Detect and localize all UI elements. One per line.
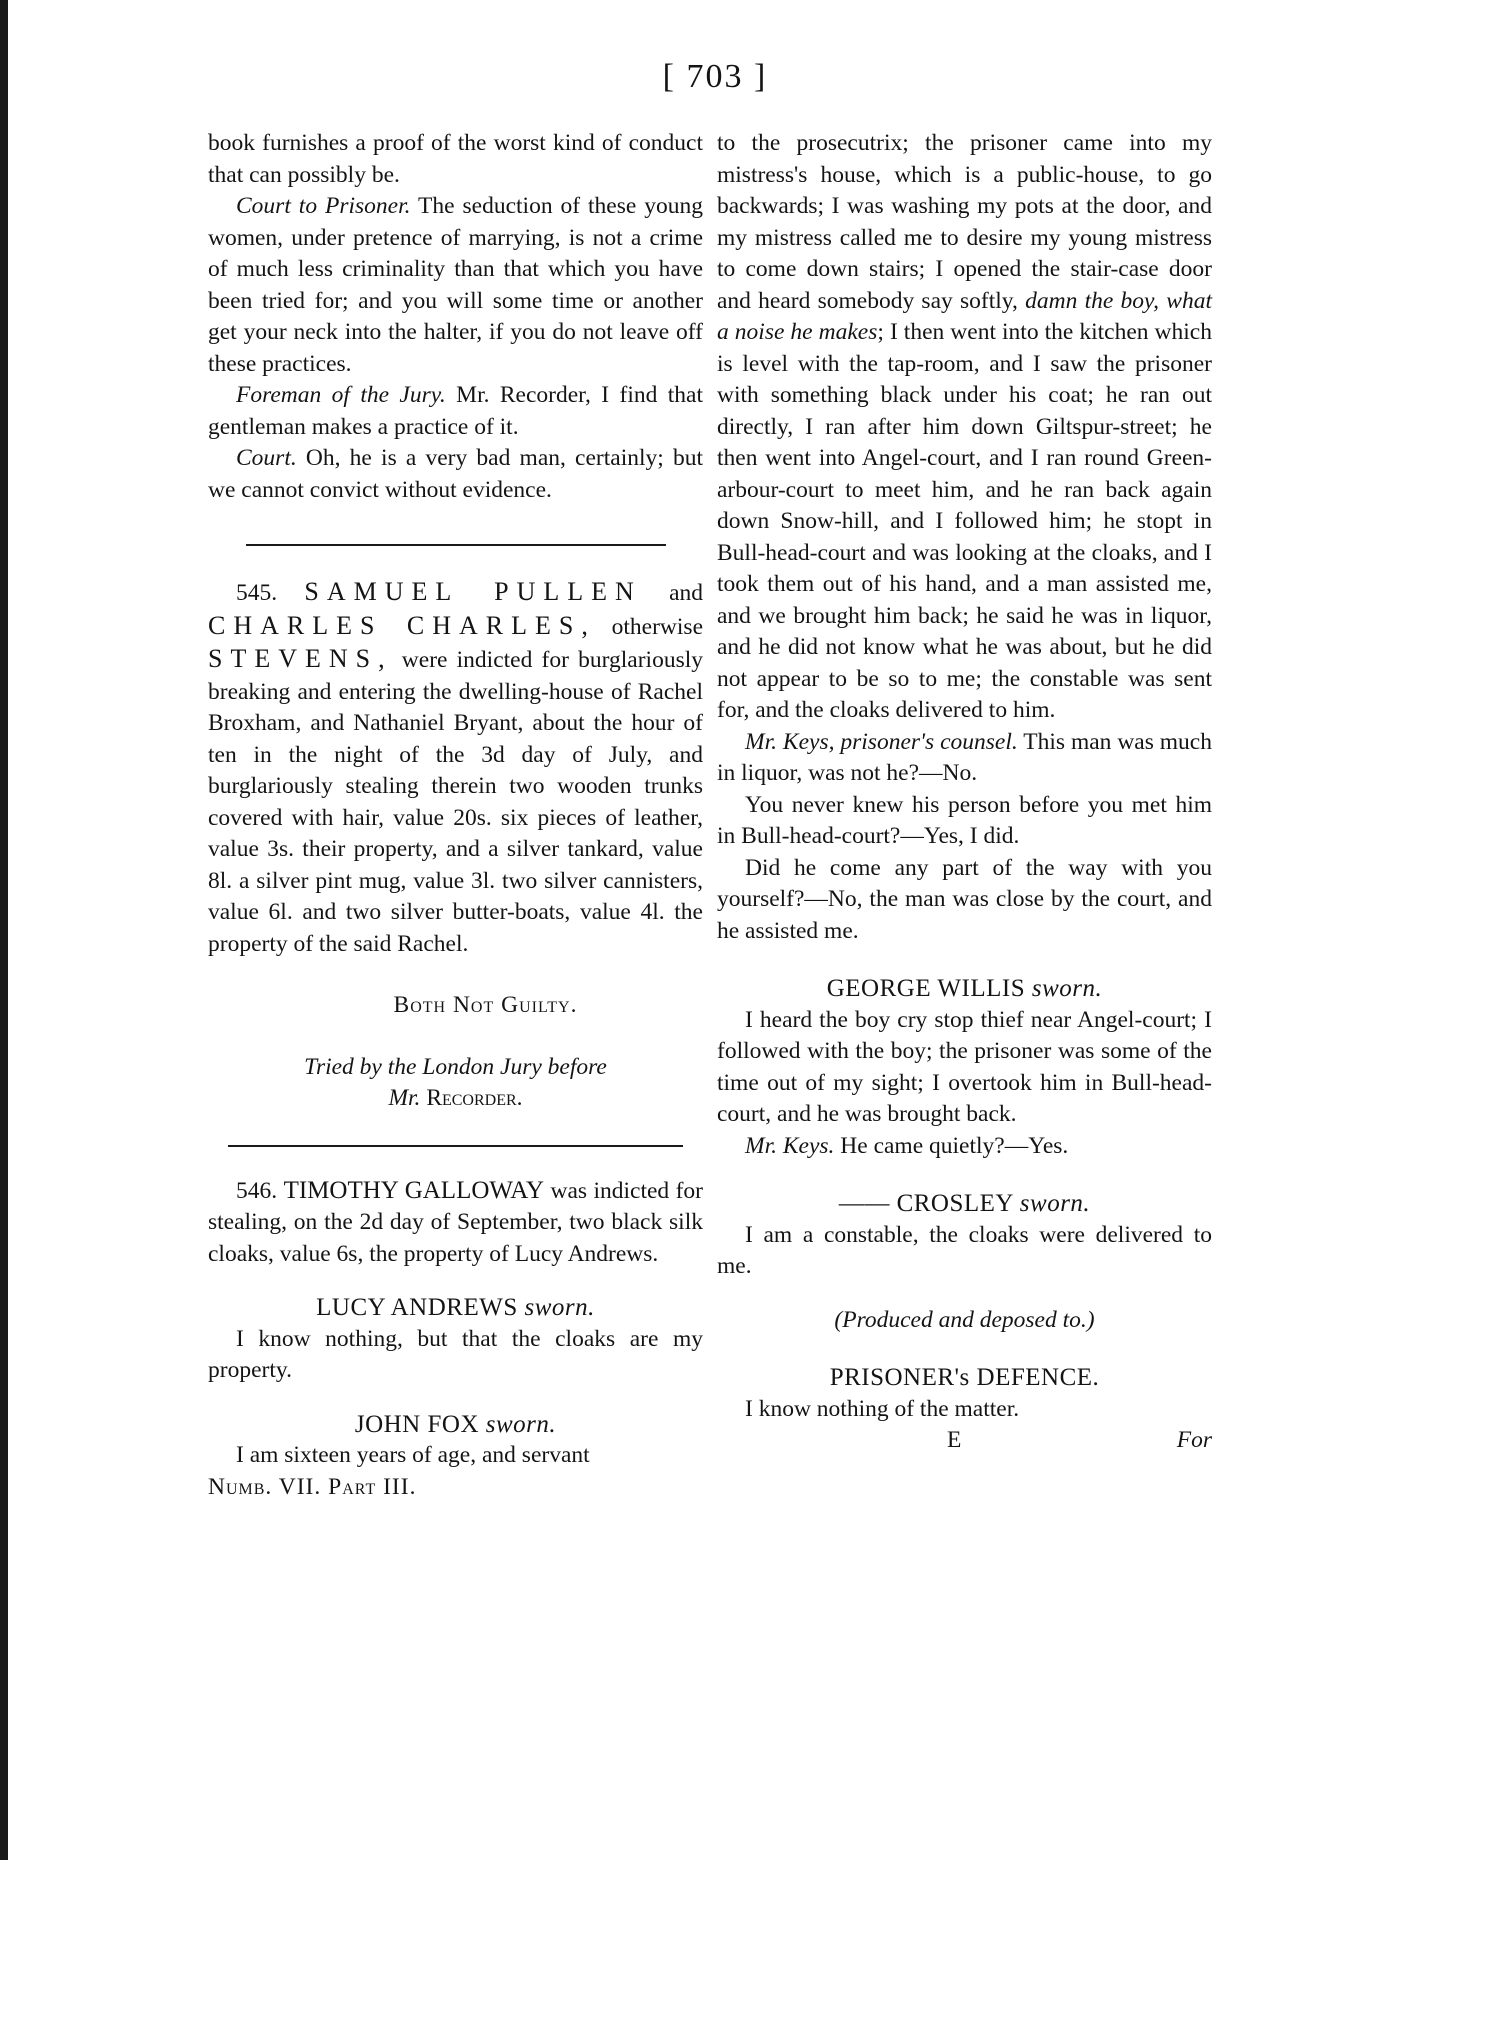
foreman-paragraph	[208, 380, 703, 443]
speaker-label: Mr. Keys.	[745, 1132, 835, 1159]
speaker-label: Court.	[236, 445, 297, 471]
signature-mark: E	[947, 1427, 962, 1453]
witness-heading: GEORGE WILLIS sworn.	[826, 975, 1103, 1002]
left-column	[208, 128, 703, 1503]
defendant-name: CHARLES CHARLES,	[208, 610, 596, 640]
witness-testimony: I know nothing, but that the cloaks are my property.	[208, 1325, 703, 1383]
page-footer	[717, 1425, 1212, 1457]
paragraph-text: Oh, he is a very bad man, certainly; but we cannot convict without evidence.	[208, 445, 703, 503]
catchword: For	[1176, 1427, 1212, 1453]
case-number: 546.	[236, 1177, 278, 1204]
tried-before-judge: Mr. Recorder.	[388, 1085, 523, 1111]
defendant-name: TIMOTHY GALLOWAY	[283, 1176, 545, 1204]
quoted-speech: damn the boy, what a noise he makes	[717, 287, 1212, 345]
paragraph-continuation: book furnishes a proof of the worst kind of conduct that can possibly be.	[208, 130, 703, 188]
cross-examination: Mr. Keys. He came quietly?—Yes.	[745, 1132, 1069, 1159]
witness-testimony: I am a constable, the cloaks were delivered to me.	[717, 1221, 1212, 1279]
witness-heading: —— CROSLEY sworn.	[838, 1190, 1091, 1217]
section-divider	[246, 544, 666, 546]
indictment-text: were indicted for burglariously breaking and entering the dwelling-house of Rachel Broxham, and Nathaniel Bryant, about the hour of ten in the night of the 3d day of July, and burglariously stealing therein two wooden trunks covered with hair, value 20s. six pieces of leather, value 3s. their property, and a silver tankard, value 8l. a silver pint mug, value 3l. two silver cannisters, value 6l. and two silver butter-boats, value 4l. the property of the said Rachel.	[208, 647, 703, 957]
cross-examination: Mr. Keys, prisoner's counsel. This man was much in liquor, was not he?—No.	[717, 728, 1212, 786]
court-to-prisoner-paragraph	[208, 191, 703, 380]
testimony-continuation: to the prosecutrix; the prisoner came into my mistress's house, which is a public-house, to go backwards; I was washing my pots at the door, and my mistress called me to desire my young mistress to come down stairs; I opened the stair-case door and heard somebody say softly, damn the boy, what a noise he makes; I then went into the kitchen which is level with the tap-room, and I saw the prisoner with something black under his coat; he ran out directly, I ran after him down Giltspur-street; he then went into Angel-court, and I ran round Green-arbour-court to meet him, and he ran back again down Snow-hill, and I followed him; he stopt in Bull-head-court and was looking at the cloaks, and I took them out of his hand, and a man assisted me, and we brought him back; he said he was in liquor, and he did not know what he was about, but he did not appear to be so to me; the constable was sent for, and the cloaks delivered to him.	[717, 130, 1212, 723]
conjunction: otherwise	[595, 613, 703, 640]
right-column	[717, 128, 1212, 1457]
defence-text: I know nothing of the matter.	[745, 1395, 1020, 1422]
witness-testimony: I heard the boy cry stop thief near Angel-court; I followed with the boy; the prisoner was some of the time out of my sight; I overtook him in Bull-head-court, and he was brought back.	[717, 1006, 1212, 1127]
witness-heading: JOHN FOX sworn.	[354, 1410, 557, 1438]
speaker-label: Foreman of the Jury.	[236, 382, 446, 408]
verdict: Both Not Guilty.	[393, 992, 578, 1018]
paragraph-text: The seduction of these young women, under pretence of marrying, is not a crime of much less criminality than that which you have been tried for; and you will some time or another get your neck into the halter, if you do not leave off these practices.	[208, 193, 703, 377]
signature-line: Numb. VII. Part III.	[208, 1473, 417, 1500]
case-545-paragraph	[208, 576, 703, 960]
paragraph-text: Mr. Recorder, I find that gentleman makes a practice of it.	[208, 382, 703, 440]
question-answer: You never knew his person before you met him in Bull-head-court?—Yes, I did.	[717, 791, 1212, 849]
section-divider	[228, 1145, 683, 1147]
case-546-paragraph	[208, 1175, 703, 1271]
page-number: [ 703 ]	[662, 58, 768, 95]
witness-heading: LUCY ANDREWS sworn.	[316, 1294, 595, 1321]
defence-heading: PRISONER's DEFENCE.	[829, 1364, 1100, 1391]
conjunction: and	[641, 580, 703, 606]
scan-edge-shadow	[0, 0, 8, 1860]
speaker-label: Mr. Keys, prisoner's counsel.	[745, 728, 1018, 755]
indictment-text: was indicted for stealing, on the 2d day of September, two black silk cloaks, value 6s, the property of Lucy Andrews.	[208, 1177, 703, 1267]
speaker-label: Court to Prisoner.	[236, 193, 411, 219]
witness-testimony: I am sixteen years of age, and servant	[236, 1442, 590, 1468]
defendant-name: SAMUEL PULLEN	[304, 577, 642, 606]
question-answer: Did he come any part of the way with you yourself?—No, the man was close by the court, and he assisted me.	[717, 854, 1212, 944]
court-paragraph	[208, 443, 703, 506]
tried-before-line: Tried by the London Jury before	[304, 1053, 607, 1080]
defendant-alias: STEVENS,	[208, 644, 393, 673]
stage-note: (Produced and deposed to.)	[834, 1306, 1095, 1333]
case-number: 545.	[236, 580, 278, 606]
